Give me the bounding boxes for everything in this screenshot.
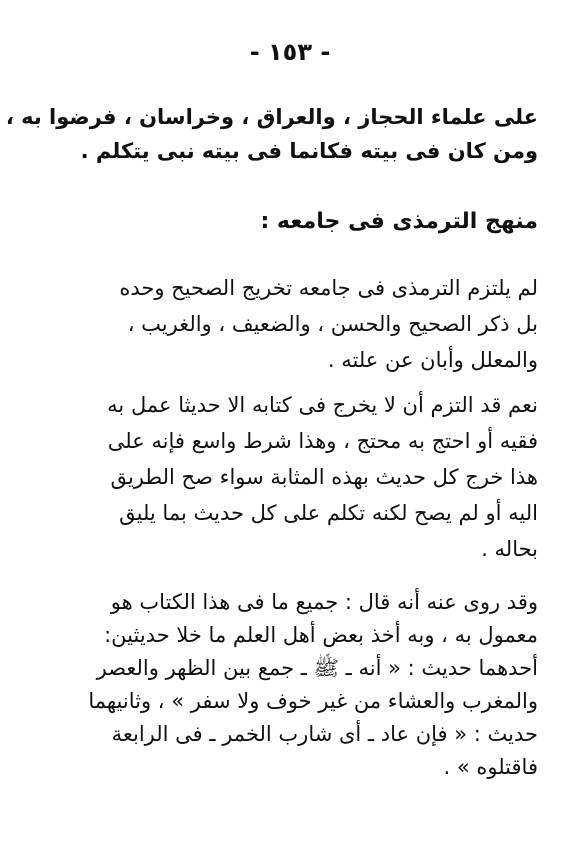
text-line: بل ذكر الصحيح والحسن ، والضعيف ، والغريب ،: [127, 312, 538, 336]
section-heading: منهج الترمذى فى جامعه :: [260, 209, 538, 234]
text-line: والمعلل وأبان عن علته .: [327, 348, 538, 372]
text-line: اليه أو لم يصح لكنه تكلم على كل حديث بما يليق: [119, 501, 538, 525]
text-line: بحاله .: [481, 537, 538, 561]
text-line: وقد روى عنه أنه قال : جميع ما فى هذا الكتاب هو: [110, 590, 538, 614]
paragraph-3: [42, 586, 538, 784]
text-line: والمغرب والعشاء من غير خوف ولا سفر » ، وثانيهما: [88, 689, 538, 713]
intro-paragraph: [5, 100, 538, 168]
text-line: ومن كان فى بيته فكانما فى بيته نبى يتكلم .: [80, 139, 538, 163]
text-line: هذا خرج كل حديث بهذه المثابة سواء صح الطريق: [110, 465, 538, 489]
text-line: على علماء الحجاز ، والعراق ، وخراسان ، فرضوا به ،: [5, 105, 538, 129]
page-number: - ١٥٣ -: [249, 38, 331, 66]
text-line: لم يلتزم الترمذى فى جامعه تخريج الصحيح وحده: [119, 276, 538, 300]
paragraph-1: [42, 270, 538, 378]
text-line: معمول به ، وبه أخذ بعض أهل العلم ما خلا حديثين:: [104, 623, 538, 647]
text-line: أحدهما حديث : « أنه ـ ﷺ ـ جمع بين الظهر والعصر: [96, 656, 538, 680]
text-line: حديث : « فإن عاد ـ أى شارب الخمر ـ فى الرابعة: [111, 722, 538, 746]
text-line: نعم قد التزم أن لا يخرج فى كتابه الا حديثا عمل به: [107, 393, 538, 417]
text-line: فقيه أو احتج به محتج ، وهذا شرط واسع فإنه على: [107, 429, 538, 453]
paragraph-2: [42, 387, 538, 567]
text-line: فاقتلوه » .: [443, 755, 538, 779]
